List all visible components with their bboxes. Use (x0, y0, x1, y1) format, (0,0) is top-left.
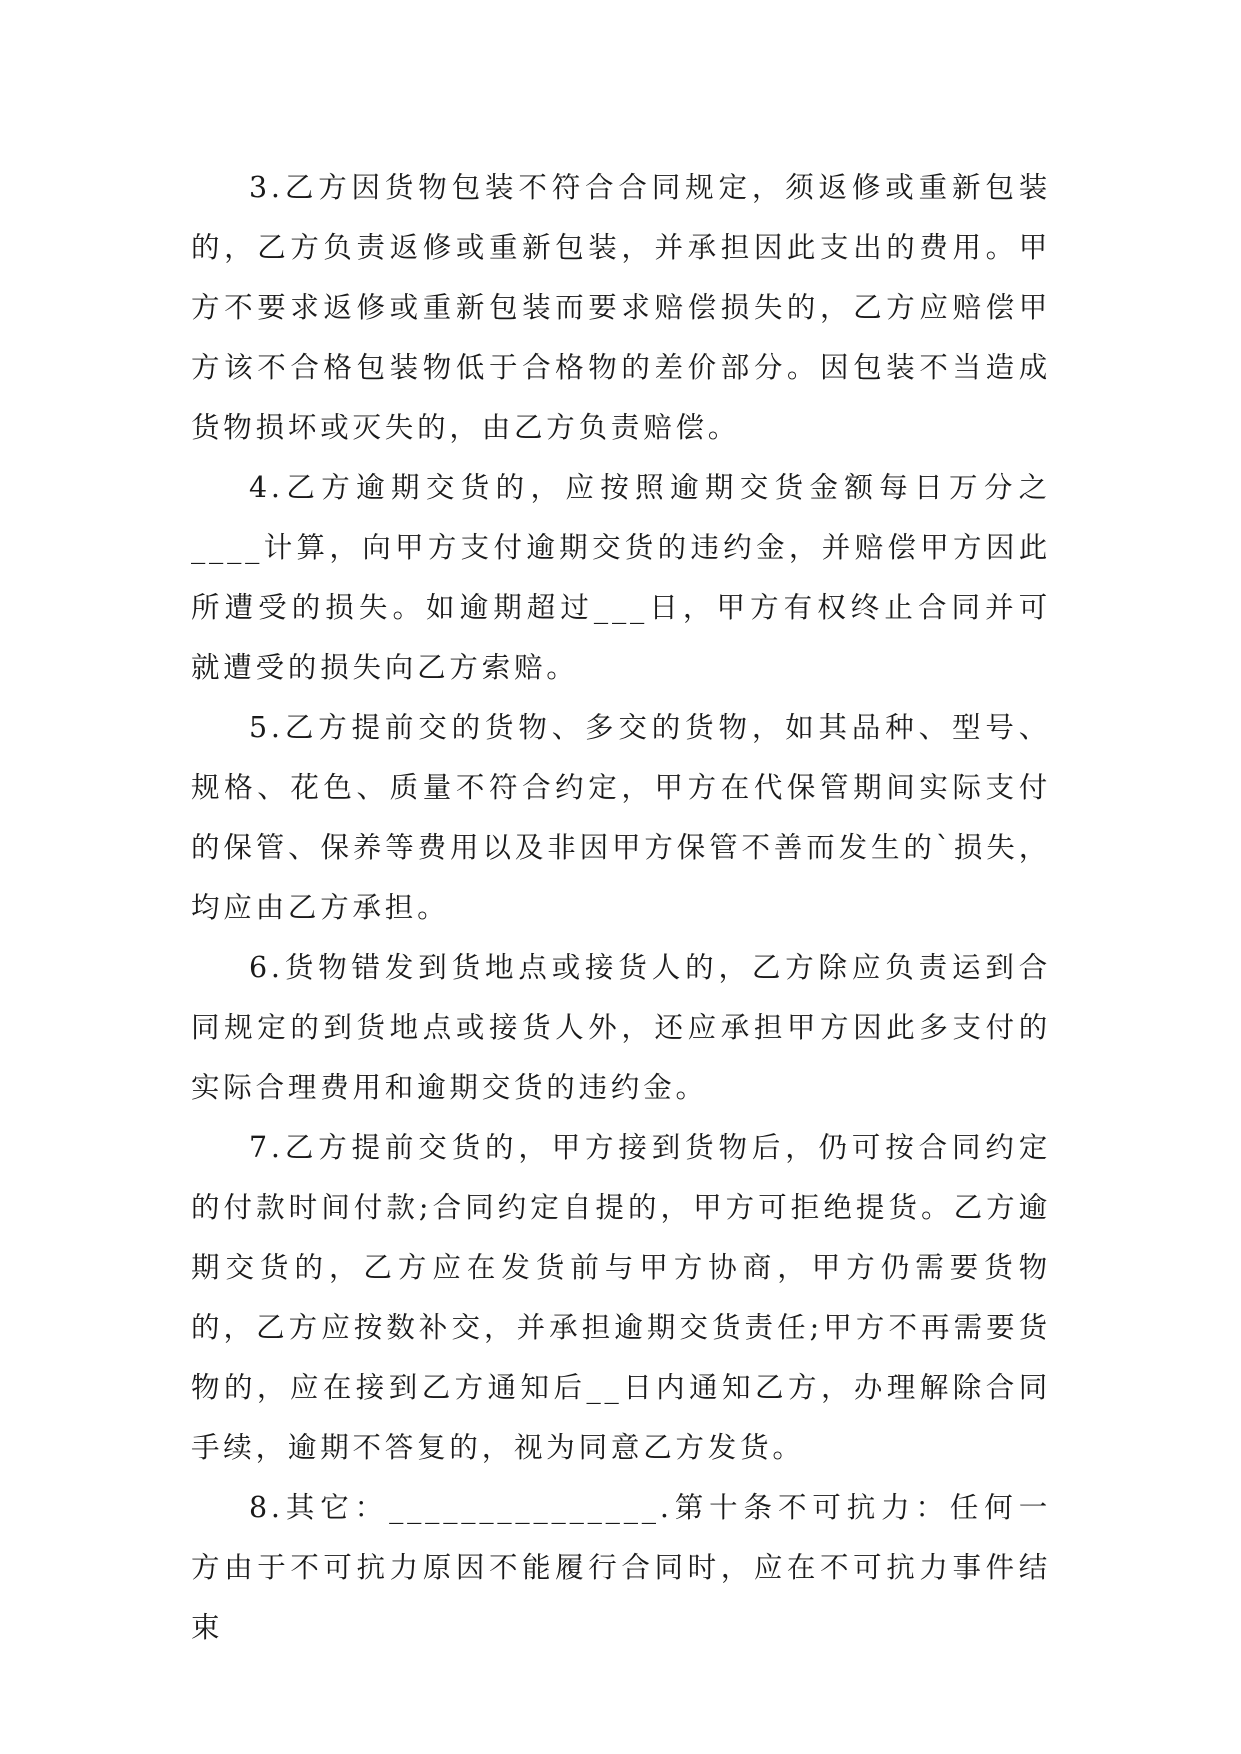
clause-7-paragraph: 7.乙方提前交货的，甲方接到货物后，仍可按合同约定的付款时间付款;合同约定自提的，甲方可拒绝提货。乙方逾期交货的，乙方应在发货前与甲方协商，甲方仍需要货物的，乙方应按数补交，并承担逾期交货责任;甲方不再需要货物的，应在接到乙方通知后__日内通知乙方，办理解除合同手续，逾期不答复的，视为同意乙方发货。 (191, 1131, 1051, 1464)
clause-6-paragraph: 6.货物错发到货地点或接货人的，乙方除应负责运到合同规定的到货地点或接货人外，还应承担甲方因此多支付的实际合理费用和逾期交货的违约金。 (191, 951, 1051, 1104)
clause-8-paragraph: 8.其它：_______________.第十条不可抗力：任何一方由于不可抗力原因不能履行合同时，应在不可抗力事件结束 (191, 1491, 1051, 1644)
document-body (191, 158, 1051, 1658)
clause-5-paragraph: 5.乙方提前交的货物、多交的货物，如其品种、型号、规格、花色、质量不符合约定，甲方在代保管期间实际支付的保管、保养等费用以及非因甲方保管不善而发生的`损失，均应由乙方承担。 (191, 711, 1051, 924)
clause-3-paragraph: 3.乙方因货物包装不符合合同规定，须返修或重新包装的，乙方负责返修或重新包装，并承担因此支出的费用。甲方不要求返修或重新包装而要求赔偿损失的，乙方应赔偿甲方该不合格包装物低于合格物的差价部分。因包装不当造成货物损坏或灭失的，由乙方负责赔偿。 (191, 171, 1051, 444)
clause-4-paragraph: 4.乙方逾期交货的，应按照逾期交货金额每日万分之____计算，向甲方支付逾期交货的违约金，并赔偿甲方因此所遭受的损失。如逾期超过___日，甲方有权终止合同并可就遭受的损失向乙方索赔。 (191, 471, 1051, 684)
